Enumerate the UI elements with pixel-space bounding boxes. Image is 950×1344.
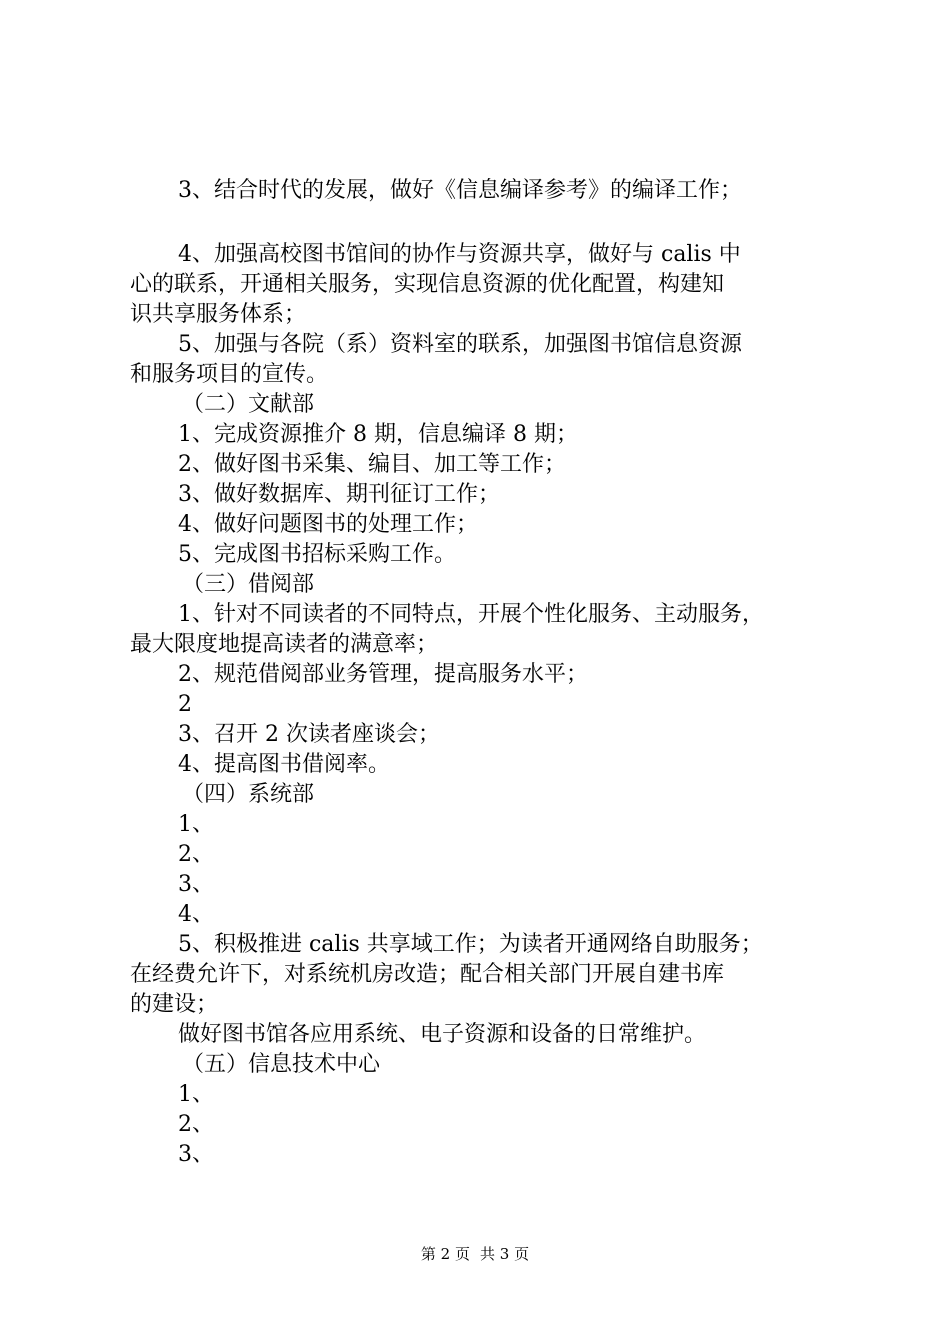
text-line: （四）系统部 bbox=[182, 782, 315, 807]
text-line: 2、 bbox=[178, 842, 214, 867]
text-line: 1、 bbox=[178, 1082, 214, 1107]
text-line: 5、加强与各院（系）资料室的联系，加强图书馆信息资源 bbox=[178, 332, 742, 357]
text-line: 识共享服务体系； bbox=[130, 302, 307, 327]
text-line: （二）文献部 bbox=[182, 392, 315, 417]
text-line: 5、完成图书招标采购工作。 bbox=[178, 542, 456, 567]
text-line: 3、 bbox=[178, 1142, 214, 1167]
text-line: 在经费允许下，对系统机房改造；配合相关部门开展自建书库 bbox=[130, 962, 725, 987]
text-line: 2、 bbox=[178, 1112, 214, 1137]
text-line: 4、 bbox=[178, 902, 214, 927]
text-line: （五）信息技术中心 bbox=[182, 1052, 381, 1077]
text-line: 4、提高图书借阅率。 bbox=[178, 752, 390, 777]
text-line: 1、针对不同读者的不同特点，开展个性化服务、主动服务， bbox=[178, 602, 764, 627]
text-line: 做好图书馆各应用系统、电子资源和设备的日常维护。 bbox=[178, 1022, 707, 1047]
text-line: 4、做好问题图书的处理工作； bbox=[178, 512, 478, 537]
text-line: 5、积极推进 calis 共享域工作；为读者开通网络自助服务； bbox=[178, 932, 763, 957]
text-line: 1、完成资源推介 8 期，信息编译 8 期； bbox=[178, 422, 578, 447]
document-body bbox=[130, 176, 835, 1170]
page-footer bbox=[0, 1243, 950, 1265]
text-line: 1、 bbox=[178, 812, 214, 837]
text-line: 最大限度地提高读者的满意率； bbox=[130, 632, 439, 657]
page-total: 共 3 页 bbox=[480, 1245, 530, 1263]
text-line: 2、规范借阅部业务管理，提高服务水平； bbox=[178, 662, 588, 687]
text-line: 2、做好图书采集、编目、加工等工作； bbox=[178, 452, 566, 477]
text-line: 心的联系，开通相关服务，实现信息资源的优化配置，构建知 bbox=[130, 272, 725, 297]
text-line: 3、召开 2 次读者座谈会； bbox=[178, 722, 440, 747]
text-line: 2 bbox=[178, 692, 192, 717]
text-line: 4、加强高校图书馆间的协作与资源共享，做好与 calis 中 bbox=[178, 242, 741, 267]
text-line: 3、结合时代的发展，做好《信息编译参考》的编译工作； bbox=[178, 178, 742, 203]
text-line: 3、 bbox=[178, 872, 214, 897]
page-number: 第 2 页 bbox=[420, 1245, 470, 1263]
text-line: 的建设； bbox=[130, 992, 219, 1017]
text-line: （三）借阅部 bbox=[182, 572, 315, 597]
text-line: 和服务项目的宣传。 bbox=[130, 362, 329, 387]
text-line: 3、做好数据库、期刊征订工作； bbox=[178, 482, 500, 507]
